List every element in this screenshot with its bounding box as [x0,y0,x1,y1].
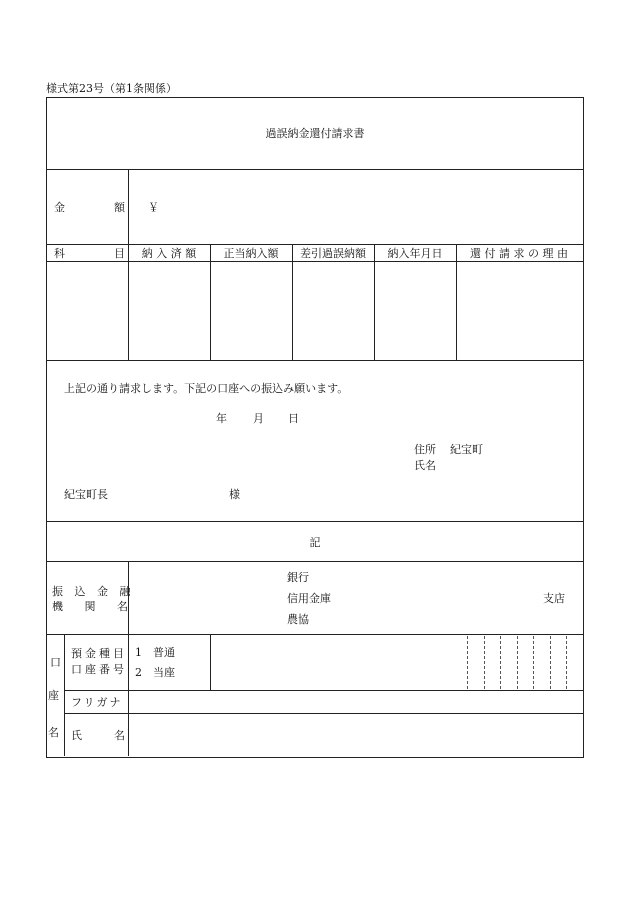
bank-type-credit: 信用金庫 [287,592,331,605]
amount-currency: ￥ [148,201,159,214]
account-type-line [210,634,211,690]
date-month: 月 [253,412,264,425]
col-header-ka: 科 [54,247,65,260]
bank-label-line1: 振 込 金 融 [52,585,135,598]
account-option-1: 1 普通 [135,646,175,659]
bank-branch: 支店 [543,592,565,605]
account-side-2: 座 [48,689,59,702]
account-side-3: 名 [48,726,59,739]
col-line-2 [210,244,211,360]
account-name-left: 氏 [71,729,82,742]
date-day: 日 [288,412,299,425]
address-value: 紀宝町 [450,443,483,456]
digit-line-7 [566,636,567,689]
col-header-correct: 正当納入額 [223,247,279,260]
col-header-moku: 目 [114,247,125,260]
account-side-line [64,634,65,756]
digit-line-3 [500,636,501,689]
account-name-right: 名 [114,729,125,742]
address-label: 住所 [414,443,436,456]
digit-line-6 [550,636,551,689]
divider-columns [46,261,583,262]
divider-ki [46,561,583,562]
col-header-overpaid: 差引過誤納額 [300,247,366,260]
divider-table-end [46,360,583,361]
divider-title [46,169,583,170]
bank-label-line2: 機 関 名 [52,600,137,613]
col-header-date: 納入年月日 [387,247,443,260]
ki-label: 記 [309,536,321,549]
account-side-1: 口 [50,656,61,669]
request-statement: 上記の通り請求します。下記の口座への振込み願います。 [64,382,349,395]
form-title: 過誤納金還付請求書 [265,127,365,140]
amount-label-right: 額 [114,201,125,214]
name-label: 氏名 [414,459,436,472]
col-line-4 [374,244,375,360]
digit-line-1 [467,636,468,689]
account-type-label: 預金種目 [71,647,127,660]
divider-request [46,521,583,522]
col-line-1 [128,244,129,360]
digit-line-5 [533,636,534,689]
form-number: 様式第23号（第1条関係） [46,82,177,95]
divider-account-number [64,690,583,691]
date-year: 年 [216,412,227,425]
account-option-2: 2 当座 [135,666,175,679]
digit-line-2 [484,636,485,689]
col-line-5 [456,244,457,360]
furigana-label: フリガナ [71,696,123,709]
amount-col-line [128,169,129,244]
account-number-label: 口座番号 [71,663,127,676]
divider-amount [46,244,583,245]
digit-line-4 [517,636,518,689]
honorific: 様 [229,488,240,501]
addressee: 紀宝町長 [64,488,108,501]
amount-label-left: 金 [54,201,65,214]
col-header-reason: 還 付 請 求 の 理 由 [470,247,568,260]
divider-bank [46,634,583,635]
col-line-3 [292,244,293,360]
col-header-paid: 納 入 済 額 [141,247,197,260]
bank-type-bank: 銀行 [287,571,309,584]
bank-type-agri: 農協 [287,613,309,626]
divider-furigana [64,713,583,714]
